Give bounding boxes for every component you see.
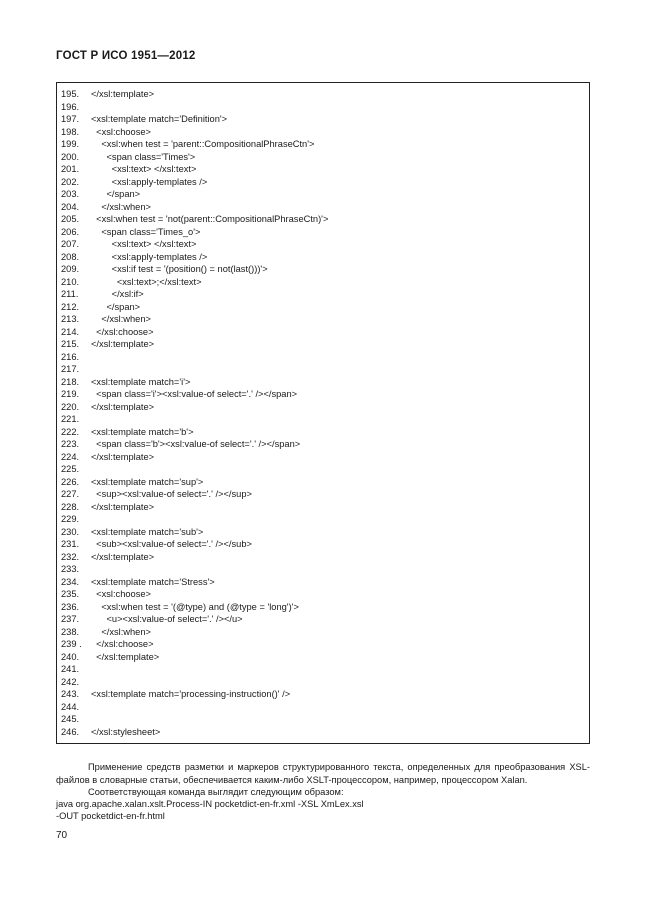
code-text: </xsl:choose> — [91, 326, 154, 337]
code-text: <xsl:template match='processing-instruction()' /> — [91, 689, 291, 699]
line-number: 238. — [61, 626, 80, 637]
code-line — [61, 538, 328, 551]
code-line — [61, 638, 328, 651]
line-number: 206. — [61, 226, 80, 237]
line-number: 241. — [61, 664, 80, 674]
line-number: 228. — [61, 501, 80, 512]
code-line — [61, 251, 328, 264]
code-line — [61, 313, 328, 326]
code-text: <xsl:text> </xsl:text> — [91, 164, 197, 174]
code-line — [61, 138, 328, 151]
code-text: <xsl:choose> — [91, 589, 151, 599]
code-text: </xsl:template> — [91, 501, 155, 512]
code-text: <span class='i'><xsl:value-of select='.' /></span> — [91, 389, 298, 399]
line-number: 245. — [61, 714, 80, 724]
line-number: 216. — [61, 351, 80, 362]
code-text: </xsl:when> — [91, 314, 151, 324]
code-line — [61, 126, 328, 139]
code-line — [61, 113, 328, 126]
code-line — [61, 576, 328, 589]
code-line — [61, 338, 328, 351]
code-text: </span> — [91, 189, 141, 199]
code-line — [61, 663, 328, 676]
line-number: 234. — [61, 576, 80, 587]
code-text: </xsl:choose> — [91, 639, 154, 649]
command-line-1: java org.apache.xalan.xslt.Process-IN pocketdict-en-fr.xml -XSL XmLex.xsl — [56, 799, 364, 809]
code-line — [61, 463, 328, 476]
code-line — [61, 151, 328, 164]
code-line — [61, 388, 328, 401]
line-number: 209. — [61, 264, 80, 274]
code-line — [61, 363, 328, 376]
code-text: <span class='Times'> — [91, 151, 196, 162]
code-line — [61, 238, 328, 251]
line-number: 225. — [61, 464, 80, 474]
line-number: 196. — [61, 101, 80, 112]
code-line — [61, 726, 328, 739]
code-line — [61, 376, 328, 389]
code-text: </xsl:if> — [91, 289, 144, 299]
code-line — [61, 163, 328, 176]
line-number: 226. — [61, 476, 80, 487]
code-line — [61, 188, 328, 201]
code-line — [61, 101, 328, 114]
code-text: <xsl:template match='i'> — [91, 376, 191, 387]
line-number: 201. — [61, 164, 80, 174]
code-line — [61, 701, 328, 714]
code-text: <xsl:when test = 'not(parent::CompositionalPhraseCtn)'> — [91, 214, 329, 224]
code-line — [61, 488, 328, 501]
line-number: 240. — [61, 651, 80, 662]
line-number: 213. — [61, 314, 80, 324]
code-line — [61, 301, 328, 314]
code-line — [61, 476, 328, 489]
line-number: 202. — [61, 176, 80, 187]
line-number: 236. — [61, 601, 80, 612]
line-number: 230. — [61, 526, 80, 537]
code-line — [61, 426, 328, 439]
line-number: 224. — [61, 451, 80, 462]
code-line — [61, 201, 328, 214]
code-line — [61, 626, 328, 639]
line-number: 195. — [61, 89, 80, 99]
line-number: 205. — [61, 214, 80, 224]
line-number: 215. — [61, 339, 80, 349]
line-number: 242. — [61, 676, 80, 687]
code-text: <sup><xsl:value-of select='.' /></sup> — [91, 489, 252, 499]
line-number: 221. — [61, 414, 80, 424]
line-number: 223. — [61, 439, 80, 449]
code-text: <xsl:template match='Definition'> — [91, 114, 228, 124]
code-line — [61, 401, 328, 414]
line-number: 244. — [61, 701, 80, 712]
code-line — [61, 351, 328, 364]
line-number: 239 . — [61, 639, 82, 649]
code-line — [61, 601, 328, 614]
line-number: 233. — [61, 564, 80, 574]
code-text: </xsl:when> — [91, 201, 151, 212]
line-number: 243. — [61, 689, 80, 699]
code-text: </xsl:template> — [91, 551, 155, 562]
code-line — [61, 688, 328, 701]
line-number: 198. — [61, 126, 80, 137]
code-text: <xsl:when test = 'parent::CompositionalPhraseCtn'> — [91, 139, 315, 149]
line-number: 232. — [61, 551, 80, 562]
code-text: <xsl:if test = '(position() = not(last()))'> — [91, 264, 268, 274]
line-number: 204. — [61, 201, 80, 212]
code-text: <xsl:template match='Stress'> — [91, 576, 215, 587]
body-paragraph: Применение средств разметки и маркеров структурированного текста, определенных для преобразования XSL-файлов в словарные статьи, обеспечивается каким-либо XSLT-процессором, например, процессором Xalan. — [56, 762, 590, 785]
line-number: 246. — [61, 726, 80, 737]
code-text: </xsl:template> — [91, 89, 155, 99]
code-line — [61, 526, 328, 539]
code-line — [61, 613, 328, 626]
line-number: 199. — [61, 139, 80, 149]
document-header: ГОСТ Р ИСО 1951—2012 — [56, 50, 196, 62]
code-text: <xsl:template match='sup'> — [91, 476, 204, 487]
code-line — [61, 513, 328, 526]
code-text: <xsl:text>;</xsl:text> — [91, 276, 202, 287]
line-number: 237. — [61, 614, 80, 624]
line-number: 218. — [61, 376, 80, 387]
code-text: </xsl:when> — [91, 626, 151, 637]
code-text: </span> — [91, 301, 141, 312]
code-line — [61, 288, 328, 301]
code-line — [61, 438, 328, 451]
code-text: <xsl:when test = '(@type) and (@type = 'long')'> — [91, 601, 299, 612]
code-text: </xsl:template> — [91, 651, 160, 662]
code-text: <sub><xsl:value-of select='.' /></sub> — [91, 539, 252, 549]
code-line — [61, 563, 328, 576]
code-line — [61, 588, 328, 601]
code-text: <xsl:text> </xsl:text> — [91, 239, 197, 249]
line-number: 207. — [61, 239, 80, 249]
code-line — [61, 276, 328, 289]
code-text: <span class='Times_o'> — [91, 226, 201, 237]
code-line — [61, 176, 328, 189]
line-number: 219. — [61, 389, 80, 399]
code-text: <xsl:choose> — [91, 126, 151, 137]
code-text: <xsl:template match='sub'> — [91, 526, 204, 537]
code-text: </xsl:stylesheet> — [91, 726, 161, 737]
line-number: 210. — [61, 276, 80, 287]
code-text: </xsl:template> — [91, 401, 155, 412]
line-number: 231. — [61, 539, 80, 549]
code-line — [61, 263, 328, 276]
code-listing-box — [56, 82, 590, 744]
line-number: 197. — [61, 114, 80, 124]
line-number: 200. — [61, 151, 80, 162]
line-number: 203. — [61, 189, 80, 199]
command-line-2: -OUT pocketdict-en-fr.html — [56, 811, 165, 821]
line-number: 214. — [61, 326, 80, 337]
code-text: <xsl:apply-templates /> — [91, 251, 208, 262]
code-line — [61, 88, 328, 101]
code-line — [61, 551, 328, 564]
page-number: 70 — [56, 830, 68, 841]
body-paragraph-command-intro: Соответствующая команда выглядит следующим образом: — [88, 787, 344, 797]
code-text: <xsl:apply-templates /> — [91, 176, 208, 187]
code-line — [61, 451, 328, 464]
line-number: 229. — [61, 514, 80, 524]
code-text: <span class='b'><xsl:value-of select='.' /></span> — [91, 439, 301, 449]
line-number: 211. — [61, 289, 79, 299]
code-line — [61, 226, 328, 239]
line-number: 212. — [61, 301, 80, 312]
code-listing — [61, 88, 328, 738]
code-text: </xsl:template> — [91, 339, 155, 349]
code-line — [61, 676, 328, 689]
code-line — [61, 413, 328, 426]
code-line — [61, 651, 328, 664]
line-number: 222. — [61, 426, 80, 437]
line-number: 217. — [61, 364, 80, 374]
line-number: 220. — [61, 401, 80, 412]
code-text: <xsl:template match='b'> — [91, 426, 194, 437]
code-line — [61, 713, 328, 726]
code-line — [61, 501, 328, 514]
line-number: 208. — [61, 251, 80, 262]
line-number: 227. — [61, 489, 80, 499]
code-text: </xsl:template> — [91, 451, 155, 462]
line-number: 235. — [61, 589, 80, 599]
code-line — [61, 326, 328, 339]
code-line — [61, 213, 328, 226]
code-text: <u><xsl:value-of select='.' /></u> — [91, 614, 243, 624]
